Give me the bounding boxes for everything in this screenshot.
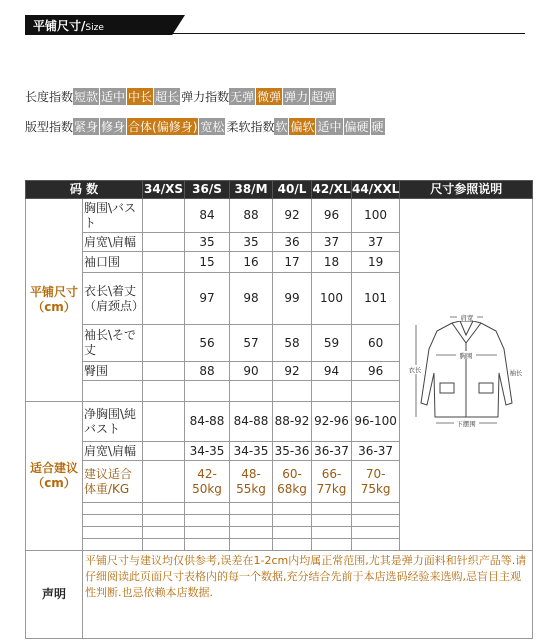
- softness-option-0: 软: [275, 120, 288, 134]
- length-option-1: 适中: [101, 90, 126, 104]
- cell: 84: [185, 199, 230, 233]
- cell: 35-36: [273, 442, 312, 461]
- cell: 96: [352, 362, 400, 381]
- cell: [143, 199, 185, 233]
- cell: [143, 325, 185, 362]
- header-s: 36/S: [185, 181, 230, 199]
- header-m: 38/M: [230, 181, 273, 199]
- table-header-row: [26, 181, 533, 199]
- cell: 70-75kg: [352, 461, 400, 503]
- cell: [143, 362, 185, 381]
- cell: 88: [230, 199, 273, 233]
- header-xs: 34/XS: [143, 181, 185, 199]
- cell: [143, 461, 185, 503]
- cell: 36-37: [312, 442, 352, 461]
- elasticity-label: 弹力指数: [181, 90, 230, 104]
- header-title: 平铺尺寸/Size: [33, 19, 104, 33]
- cell: 66-77kg: [312, 461, 352, 503]
- fit-label: 版型指数: [25, 120, 74, 134]
- cell: 36-37: [352, 442, 400, 461]
- row-label: 袖长\そで丈: [83, 325, 143, 362]
- hip-label: 下摆围: [455, 419, 476, 428]
- cell: 42-50kg: [185, 461, 230, 503]
- header-size: 码 数: [26, 181, 143, 199]
- length-option-0: 短款: [74, 90, 99, 104]
- cell: 19: [352, 252, 400, 273]
- cell: [143, 273, 185, 325]
- sleeve-label: 袖长: [509, 368, 523, 377]
- jacket-diagram: [404, 313, 529, 433]
- section-flat-size: 平铺尺寸（cm）: [26, 199, 83, 402]
- cell: 101: [352, 273, 400, 325]
- cell: 56: [185, 325, 230, 362]
- cell: [143, 252, 185, 273]
- length-option-2: 中长: [128, 90, 153, 104]
- row-label: 胸围\バスト: [83, 199, 143, 233]
- table-row: [26, 199, 533, 233]
- cell: 35: [230, 233, 273, 252]
- cell: 15: [185, 252, 230, 273]
- length-label: 长度指数: [25, 90, 74, 104]
- cell: 58: [273, 325, 312, 362]
- header-xxl: 44/XXL: [352, 181, 400, 199]
- elasticity-option-2: 弹力: [284, 90, 309, 104]
- cell: 88: [185, 362, 230, 381]
- cell: 100: [312, 273, 352, 325]
- cell: 34-35: [230, 442, 273, 461]
- chest-label: 胸围: [459, 351, 473, 360]
- fit-option-1: 修身: [101, 120, 126, 134]
- cell: 99: [273, 273, 312, 325]
- note-text: 平铺尺寸与建议均仅供参考,误差在1-2cm内均属正常范围,尤其是弹力面料和针织产品等.请仔细阅读此页面尺寸表格内的每一个数据,充分结合先前于本店选码经验来选购,忌盲目主观性判断.也忌依赖本店数据.: [83, 551, 533, 639]
- row-label: 臀围: [83, 362, 143, 381]
- fit-options: [73, 120, 226, 134]
- cell: 18: [312, 252, 352, 273]
- cell: 17: [273, 252, 312, 273]
- cell: 84-88: [185, 402, 230, 442]
- cell: 84-88: [230, 402, 273, 442]
- softness-options: [274, 120, 385, 134]
- cell: 96-100: [352, 402, 400, 442]
- header-divider: [25, 33, 525, 34]
- fit-option-0: 紧身: [74, 120, 99, 134]
- cell: 92: [273, 199, 312, 233]
- header-xl: 42/XL: [312, 181, 352, 199]
- row-label: 建议适合体重/KG: [83, 461, 143, 503]
- length-label-diagram: 衣长: [408, 365, 422, 374]
- softness-option-1: 偏软: [290, 120, 315, 134]
- section-suggestion: 适合建议（cm）: [26, 402, 83, 551]
- fit-option-3: 宽松: [200, 120, 225, 134]
- elasticity-option-1: 微弹: [257, 90, 282, 104]
- index-row-1: [25, 88, 337, 105]
- cell: [143, 402, 185, 442]
- collar-outline: [452, 321, 481, 343]
- cell: 37: [312, 233, 352, 252]
- cell: 48-55kg: [230, 461, 273, 503]
- cell: [143, 442, 185, 461]
- cell: 92: [273, 362, 312, 381]
- header-reference: 尺寸参照说明: [400, 181, 533, 199]
- elasticity-option-3: 超弹: [311, 90, 336, 104]
- row-label: 袖口围: [83, 252, 143, 273]
- note-row: [26, 551, 533, 639]
- cell: 94: [312, 362, 352, 381]
- cell: 88-92: [273, 402, 312, 442]
- index-row-2: [25, 118, 386, 135]
- size-table: [25, 180, 533, 639]
- cell: 34-35: [185, 442, 230, 461]
- cell: 60: [352, 325, 400, 362]
- cell: 37: [352, 233, 400, 252]
- softness-option-2: 适中: [317, 120, 342, 134]
- cell: [143, 233, 185, 252]
- cell: 60-68kg: [273, 461, 312, 503]
- cell: 100: [352, 199, 400, 233]
- cell: 92-96: [312, 402, 352, 442]
- header-l: 40/L: [273, 181, 312, 199]
- shoulder-label: 肩宽: [460, 313, 474, 322]
- softness-option-3: 偏硬: [344, 120, 369, 134]
- cell: 59: [312, 325, 352, 362]
- jacket-diagram-cell: [400, 199, 533, 551]
- cell: 57: [230, 325, 273, 362]
- cell: 35: [185, 233, 230, 252]
- row-label: 衣长\着丈（肩颈点）: [83, 273, 143, 325]
- cell: 36: [273, 233, 312, 252]
- elasticity-option-0: 无弹: [230, 90, 255, 104]
- softness-option-4: 硬: [371, 120, 384, 134]
- row-label: 肩宽\肩幅: [83, 233, 143, 252]
- length-option-3: 超长: [155, 90, 180, 104]
- cell: 98: [230, 273, 273, 325]
- fit-option-2: 合体(偏修身): [128, 120, 198, 134]
- cell: 96: [312, 199, 352, 233]
- section-note: 声明: [26, 551, 83, 639]
- elasticity-options: [229, 90, 337, 104]
- row-label: 净胸围\純バスト: [83, 402, 143, 442]
- cell: 97: [185, 273, 230, 325]
- cell: 16: [230, 252, 273, 273]
- length-options: [73, 90, 181, 104]
- row-label: 肩宽\肩幅: [83, 442, 143, 461]
- cell: 90: [230, 362, 273, 381]
- softness-label: 柔软指数: [226, 120, 275, 134]
